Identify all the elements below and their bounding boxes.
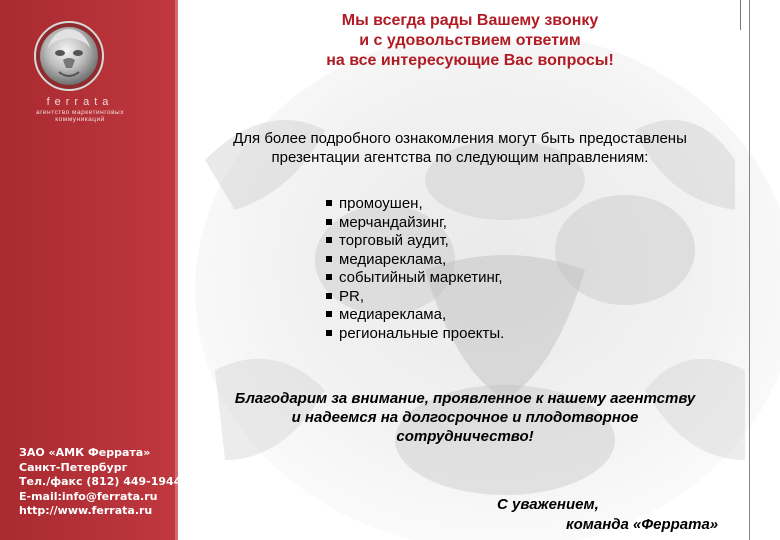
square-bullet-icon [326, 274, 332, 280]
lion-head-emblem-icon [33, 20, 105, 92]
list-item-label: торговый аудит, [339, 232, 449, 249]
square-bullet-icon [326, 219, 332, 225]
slide-title [250, 11, 690, 71]
brand-tagline-2: коммуникаций [55, 116, 105, 123]
signature-greeting: С уважением, [497, 496, 599, 513]
company-name: ЗАО «АМК Феррата» [19, 446, 151, 459]
contact-block [19, 446, 181, 519]
services-list [326, 195, 504, 343]
title-line: на все интересующие Вас вопросы! [326, 52, 614, 69]
list-item [326, 306, 504, 325]
square-bullet-icon [326, 293, 332, 299]
signature-team: команда «Феррата» [566, 516, 719, 533]
square-bullet-icon [326, 200, 332, 206]
phone-fax: Тел./факс (812) 449-1944 [19, 475, 182, 488]
list-item [326, 195, 504, 214]
brand-tagline-1: агентство маркетинговых [36, 109, 124, 116]
thanks-paragraph [180, 389, 750, 446]
intro-line: презентации агентства по следующим направлениям: [271, 148, 649, 166]
border-line [749, 0, 750, 540]
list-item [326, 325, 504, 344]
list-item [326, 214, 504, 233]
square-bullet-icon [326, 256, 332, 262]
list-item-label: мерчандайзинг, [339, 213, 447, 231]
list-item [326, 288, 504, 307]
title-line: Мы всегда рады Вашему звонку [341, 12, 599, 29]
website: http://www.ferrata.ru [19, 504, 153, 517]
list-item-label: региональные проекты. [339, 324, 505, 342]
list-item-label: промоушен, [339, 195, 423, 212]
border-line [740, 0, 741, 30]
brand-block [20, 96, 140, 123]
email: E-mail:info@ferrata.ru [19, 489, 158, 503]
list-item-label: медиареклама, [339, 306, 447, 323]
thanks-line: сотрудничество! [396, 428, 534, 445]
intro-paragraph [180, 130, 740, 167]
square-bullet-icon [326, 311, 332, 317]
thanks-line: и надеемся на долгосрочное и плодотворное [291, 409, 639, 426]
list-item [326, 251, 504, 270]
list-item-label: медиареклама, [339, 250, 447, 268]
square-bullet-icon [326, 330, 332, 336]
brand-name: ferrata [46, 96, 114, 108]
list-item [326, 232, 504, 251]
intro-line: Для более подробного ознакомления могут быть предоставлены [233, 130, 687, 147]
thanks-line: Благодарим за внимание, проявленное к нашему агентству [234, 390, 696, 407]
square-bullet-icon [326, 237, 332, 243]
left-brand-panel [0, 0, 182, 540]
list-item-label: PR, [339, 287, 365, 305]
list-item-label: событийный маркетинг, [339, 269, 503, 286]
list-item [326, 269, 504, 288]
city: Санкт-Петербург [19, 460, 128, 474]
title-line: и с удовольствием ответим [359, 32, 581, 49]
